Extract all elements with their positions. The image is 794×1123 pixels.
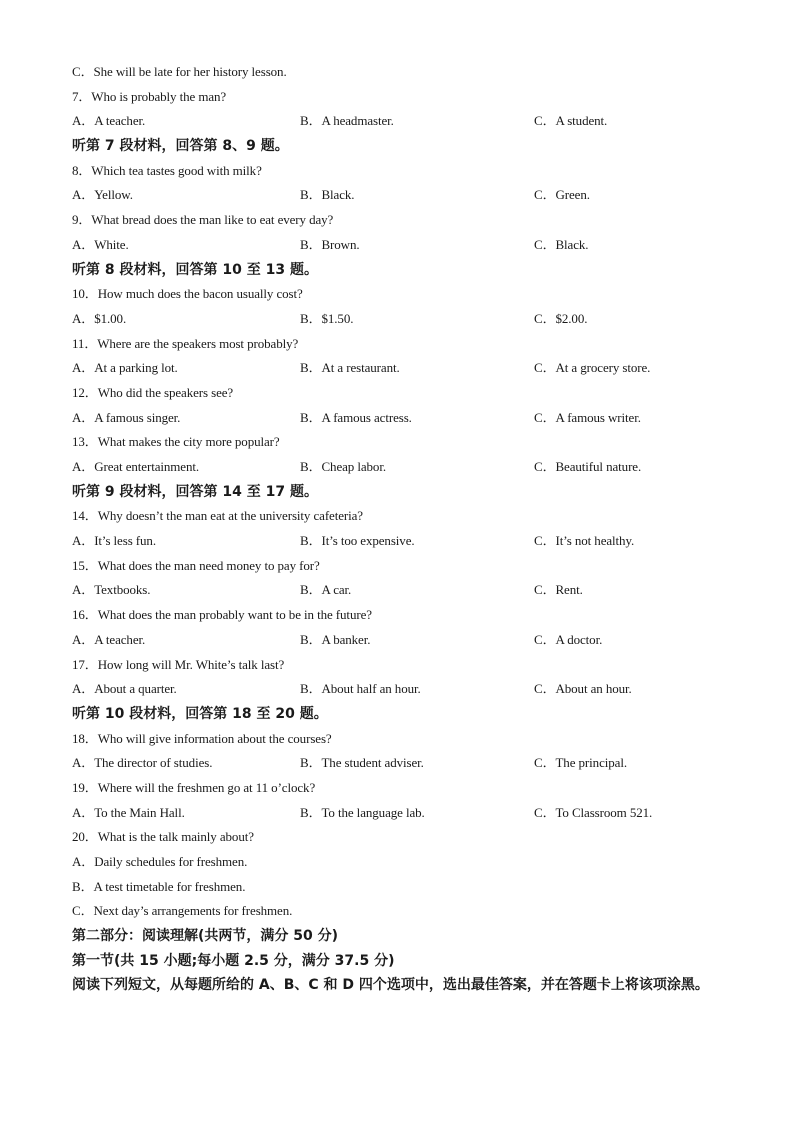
question-text: 15．What does the man need money to pay for? (72, 557, 320, 573)
option-a: A．Yellow. (72, 187, 133, 203)
answer-options-row (72, 406, 722, 431)
question-text: 7．Who is probably the man? (72, 88, 227, 104)
answer-options-row (72, 529, 722, 554)
option-b: B．A car. (300, 582, 352, 598)
option-b: B．A headmaster. (300, 113, 394, 129)
question-text: 19．Where will the freshmen go at 11 o’clock? (72, 779, 316, 795)
option-a: A．Great entertainment. (72, 459, 200, 474)
option-b: B．A famous actress. (300, 409, 412, 425)
option-a: A．At a parking lot. (72, 360, 178, 376)
question-text: 11．Where are the speakers most probably? (72, 335, 299, 351)
option-b: B．A banker. (300, 631, 371, 647)
option-c: C．A student. (534, 113, 608, 129)
question-text: 10．How much does the bacon usually cost? (72, 286, 303, 302)
option-b: B．It’s too expensive. (300, 533, 415, 549)
option-b: B．Cheap labor. (300, 459, 386, 474)
option-a: A．About a quarter. (72, 681, 177, 697)
option-c: C．$2.00. (534, 310, 588, 326)
option-b: B．Black. (300, 187, 355, 203)
section-heading: 听第 7 段材料，回答第 8、9 题。 (72, 138, 289, 155)
answer-options-row (72, 628, 722, 653)
section-heading: 第一节(共 15 小题;每小题 2.5 分，满分 37.5 分) (72, 952, 395, 969)
option-a: A．White. (72, 236, 129, 252)
option-a: A．It’s less fun. (72, 533, 156, 549)
section-heading: 听第 8 段材料，回答第 10 至 13 题。 (72, 261, 318, 278)
option-a: A．$1.00. (72, 310, 127, 326)
option-c: C．It’s not healthy. (534, 533, 635, 549)
option-line: C．Next day’s arrangements for freshmen. (72, 903, 293, 919)
option-c: C．A famous writer. (534, 409, 641, 425)
option-a: A．A teacher. (72, 113, 146, 129)
section-heading: 阅读下列短文，从每题所给的 A、B、C 和 D 四个选项中，选出最佳答案，并在答题卡上将该项涂黑。 (72, 977, 709, 994)
question-text: 14．Why doesn’t the man eat at the university cafeteria? (72, 508, 363, 524)
option-line: A．Daily schedules for freshmen. (72, 854, 248, 869)
option-c: C．The principal. (534, 755, 627, 771)
option-a: A．A teacher. (72, 631, 146, 647)
option-b: B．$1.50. (300, 310, 354, 326)
option-b: B．About half an hour. (300, 681, 421, 697)
answer-options-row (72, 578, 722, 603)
option-c: C．About an hour. (534, 681, 632, 697)
question-text: 18．Who will give information about the courses? (72, 730, 332, 746)
option-c: C．Beautiful nature. (534, 459, 642, 474)
option-c: C．To Classroom 521. (534, 804, 653, 820)
option-line: C．She will be late for her history lesson. (72, 64, 287, 79)
answer-options-row (72, 801, 722, 826)
option-line: B．A test timetable for freshmen. (72, 878, 246, 894)
section-heading: 听第 10 段材料，回答第 18 至 20 题。 (72, 705, 328, 722)
option-a: A．A famous singer. (72, 409, 181, 425)
answer-options-row (72, 356, 722, 381)
question-text: 8．Which tea tastes good with milk? (72, 162, 262, 178)
answer-options-row (72, 109, 722, 134)
option-a: A．To the Main Hall. (72, 804, 185, 820)
option-c: C．A doctor. (534, 631, 603, 647)
question-text: 13．What makes the city more popular? (72, 434, 280, 450)
section-heading: 听第 9 段材料，回答第 14 至 17 题。 (72, 483, 318, 500)
question-text: 12．Who did the speakers see? (72, 384, 234, 400)
option-b: B．At a restaurant. (300, 360, 400, 376)
option-a: A．The director of studies. (72, 755, 213, 771)
exam-page (72, 60, 722, 998)
question-text: 9．What bread does the man like to eat every day? (72, 212, 334, 228)
option-c: C．Rent. (534, 582, 583, 598)
option-b: B．The student adviser. (300, 755, 424, 771)
option-c: C．Black. (534, 236, 589, 252)
answer-options-row (72, 677, 722, 702)
option-c: C．At a grocery store. (534, 360, 651, 376)
answer-options-row (72, 233, 722, 258)
option-b: B．Brown. (300, 236, 360, 252)
option-c: C．Green. (534, 187, 590, 203)
answer-options-row (72, 751, 722, 776)
answer-options-row (72, 307, 722, 332)
option-b: B．To the language lab. (300, 804, 425, 820)
answer-options-row (72, 183, 722, 208)
answer-options-row (72, 455, 722, 480)
section-heading: 第二部分：阅读理解(共两节，满分 50 分) (72, 928, 339, 945)
option-a: A．Textbooks. (72, 582, 151, 598)
question-text: 17．How long will Mr. White’s talk last? (72, 656, 285, 672)
question-text: 16．What does the man probably want to be in the future? (72, 607, 372, 623)
question-text: 20．What is the talk mainly about? (72, 829, 254, 845)
